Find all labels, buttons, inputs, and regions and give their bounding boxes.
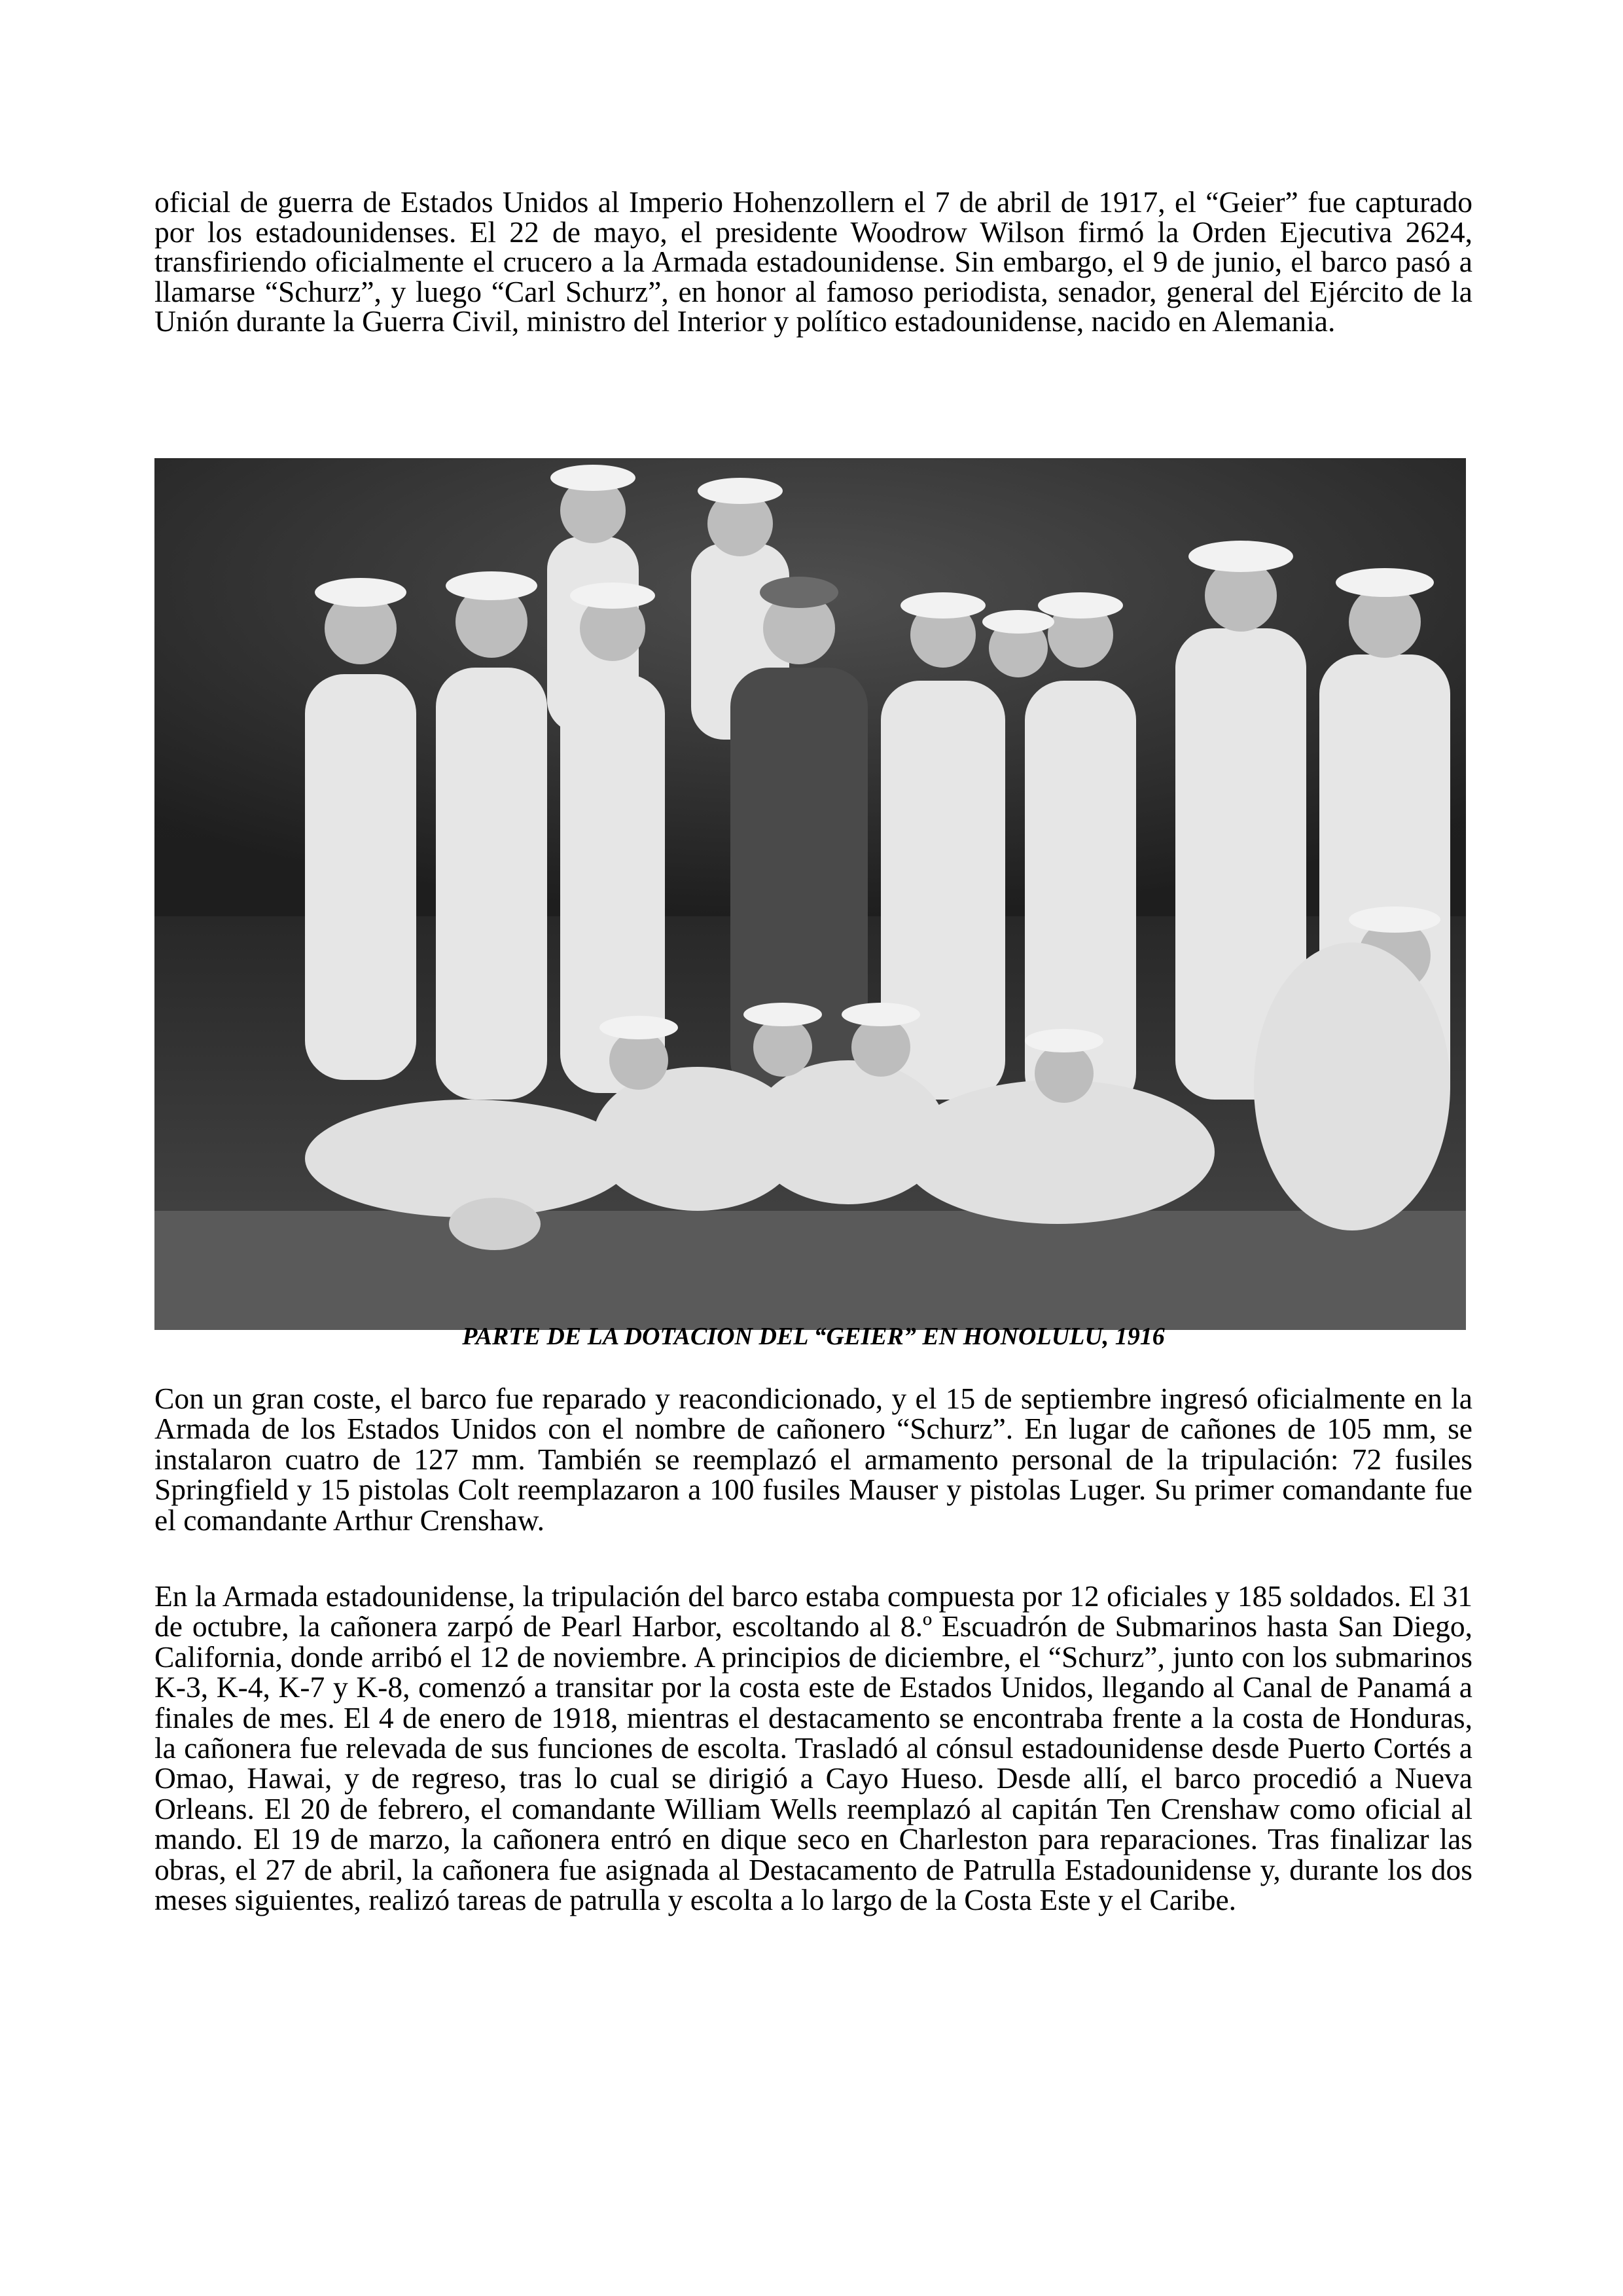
crew-photo-illustration [154, 458, 1466, 1330]
body-paragraph-2: Con un gran coste, el barco fue reparado y reacondicionado, y el 15 de septiembre ingresó oficialmente en la Armada de los Estados Unidos con el nombre de cañonero “Schurz”. En lugar de cañones de 105 mm, se instalaron cuatro de 127 mm. También se reemplazó el armamento personal de la tripulación: 72 fusiles Springfield y 15 pistolas Colt reemplazaron a 100 fusiles Mauser y pistolas Luger. Su primer comandante fue el comandante Arthur Crenshaw. [154, 1382, 1472, 1537]
body-paragraph-3: En la Armada estadounidense, la tripulación del barco estaba compuesta por 12 oficiales y 185 soldados. El 31 de octubre, la cañonera zarpó de Pearl Harbor, escoltando al 8.º Escuadrón de Submarinos hasta San Diego, California, donde arribó el 12 de noviembre. A principios de diciembre, el “Schurz”, junto con los submarinos K-3, K-4, K-7 y K-8, comenzó a transitar por la costa este de Estados Unidos, llegando al Canal de Panamá a finales de mes. El 4 de enero de 1918, mientras el destacamento se encontraba frente a la costa de Honduras, la cañonera fue relevada de sus funciones de escolta. Trasladó al cónsul estadounidense desde Puerto Cortés a Omao, Hawai, y de regreso, tras lo cual se dirigió a Cayo Hueso. Desde allí, el barco procedió a Nueva Orleans. El 20 de febrero, el comandante William Wells reemplazó al capitán Ten Crenshaw como oficial al mando. El 19 de marzo, la cañonera entró en dique seco en Charleston para reparaciones. Tras finalizar las obras, el 27 de abril, la cañonera fue asignada al Destacamento de Patrulla Estadounidense y, durante los dos meses siguientes, realizó tareas de patrulla y escolta a lo largo de la Costa Este y el Caribe. [154, 1579, 1472, 1917]
photo-caption: PARTE DE LA DOTACION DEL “GEIER” EN HONOLULU, 1916 [462, 1323, 1165, 1350]
body-paragraph-1: oficial de guerra de Estados Unidos al Imperio Hohenzollern el 7 de abril de 1917, el “Geier” fue capturado por los estadounidenses. El 22 de mayo, el presidente Woodrow Wilson firmó la Orden Ejecutiva 2624, transfiriendo oficialmente el crucero a la Armada estadounidense. Sin embargo, el 9 de junio, el barco pasó a llamarse “Schurz”, y luego “Carl Schurz”, en honor al famoso periodista, senador, general del Ejército de la Unión durante la Guerra Civil, ministro del Interior y político estadounidense, nacido en Alemania. [154, 185, 1472, 338]
crew-photo [154, 458, 1466, 1330]
